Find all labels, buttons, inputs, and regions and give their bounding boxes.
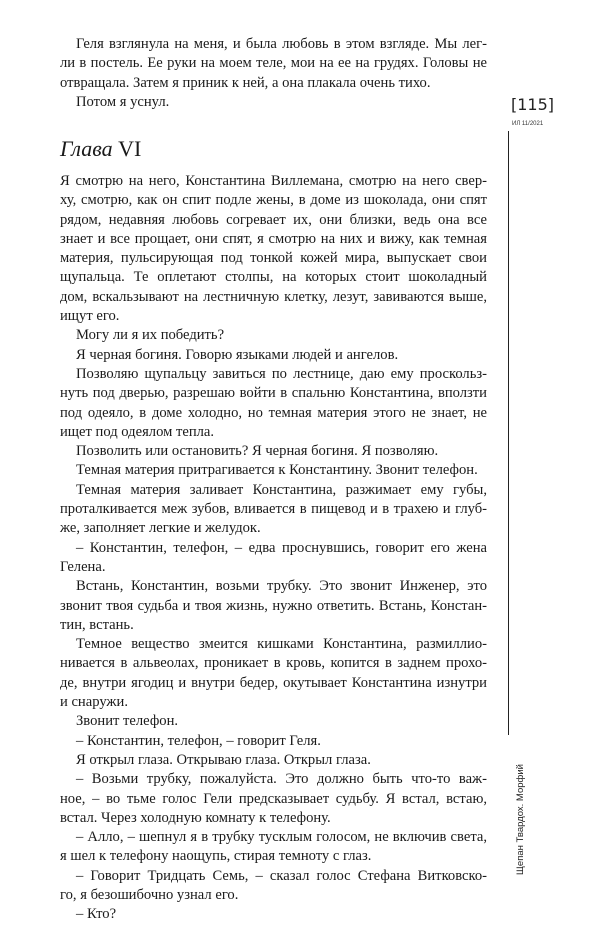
paragraph [60,867,487,906]
paragraph [60,539,487,578]
text-line: Я открыл глаза. Открываю глаза. Открыл глаза. [76,751,371,768]
text-line: – Кто? [76,906,117,923]
text-line: Я смотрю на него, Константина Виллемана, смотрю на него свер- [60,173,487,189]
intro-text [60,35,487,112]
paragraph [60,346,487,365]
text-line: го, я безошибочно узнал его. [60,886,239,903]
text-line: Встань, Константин, возьми трубку. Это звонит Инженер, это [76,578,487,595]
text-line: под одеяло, в доме холодно, но темная материя этого не знает, не [60,404,487,421]
paragraph [60,732,487,751]
chapter-body-text [60,172,487,925]
paragraph [60,93,487,112]
paragraph [60,326,487,345]
text-line: Темное вещество змеится кишками Константина, размиллио- [76,636,487,653]
text-line: щупальца. Те оплетают столпы, на которых стоит шоколадный [60,269,487,286]
page-number: [115] [511,95,555,114]
text-line: ищут его. [60,308,120,325]
text-line: ху, смотрю, как он спит подле жены, в доме из шоколада, они спят [60,192,487,209]
text-line: – Возьми трубку, пожалуйста. Это должно быть что-то важ- [76,771,487,788]
text-line: ищет под одеялом тепла. [60,423,215,440]
paragraph [60,442,487,461]
text-line: отвращала. Затем я приник к ней, а она плакала очень тихо. [60,74,431,91]
paragraph [60,461,487,480]
text-line: ли в постель. Ее руки на моем теле, мои на ее на грудях. Головы не [60,55,487,72]
text-line: звонит твоя судьба и твоя жизнь, нужно ответить. Встань, Констан- [60,597,487,614]
text-line: тин, встань. [60,616,134,633]
paragraph [60,577,487,635]
text-line: материя, пульсирующая под тонкой кожей мира, выпускает свои [60,250,487,267]
paragraph [60,635,487,712]
paragraph [60,770,487,828]
text-line: Темная материя заливает Константина, разжимает ему губы, [76,481,487,498]
text-line: – Константин, телефон, – едва проснувшись, говорит его жена [76,539,487,556]
paragraph [60,828,487,867]
text-line: де, внутри ягодиц и внутри бедер, окутывает Константина изнутри [60,674,487,691]
text-line: и снаружи. [60,694,128,711]
text-line: Я черная богиня. Говорю языками людей и ангелов. [76,346,399,363]
text-line: Темная материя притрагивается к Константину. Звонит телефон. [76,462,478,479]
text-line: ное, – во тьме голос Гели предсказывает судьбу. Я встал, встаю, [60,790,487,807]
text-line: же, заполняет легкие и желудок. [60,520,261,537]
text-line: Звонит телефон. [76,713,179,730]
paragraph [60,35,487,93]
text-line: Могу ли я их победить? [76,327,225,344]
paragraph [60,481,487,539]
text-line: Позволить или остановить? Я черная богиня. Я позволяю. [76,443,439,460]
text-line: проталкивается меж зубов, вливается в пищевод и в трахею и глуб- [60,501,487,518]
paragraph [60,751,487,770]
text-line: Позволяю щупальцу завиться по лестнице, даю ему проскольз- [76,365,487,382]
chapter-number: VI [118,136,142,161]
running-title: Щепан Твардох. Морфий [515,764,526,875]
chapter-word: Глава [60,136,113,161]
text-line: встал. Через холодную комнату к телефону. [60,809,331,826]
text-line: – Константин, телефон, – говорит Геля. [76,732,321,749]
paragraph [60,365,487,442]
text-line: Геля взглянула на меня, и была любовь в этом взгляде. Мы лег- [76,36,487,52]
text-line: Потом я уснул. [76,93,170,110]
margin-rule [508,131,509,735]
text-line: знает и все прощает, они спят, я смотрю на них и вижу, как темная [60,230,487,247]
text-line: – Алло, – шепнул я в трубку тусклым голосом, не включив света, [76,829,487,846]
paragraph [60,905,487,924]
paragraph [60,712,487,731]
text-line: – Говорит Тридцать Семь, – сказал голос Стефана Витковско- [76,867,487,884]
issue-label: ИЛ 11/2021 [512,121,544,127]
text-line: дом, вскальзывают на лестничную клетку, лезут, завиваются выше, [60,288,487,305]
chapter-heading [60,136,487,162]
paragraph [60,172,487,326]
text-line: я шел к телефону наощупь, стирая темноту с глаз. [60,848,372,865]
text-line: рядом, недавняя любовь согревает их, они близки, ведь она все [60,211,487,228]
text-line: нуть под дверью, разрешаю войти в спальню Константина, вползти [60,385,487,402]
text-line: Гелена. [60,558,106,575]
text-line: нивается в альвеолах, проникает в кровь, копится в заднем прохо- [60,655,487,672]
